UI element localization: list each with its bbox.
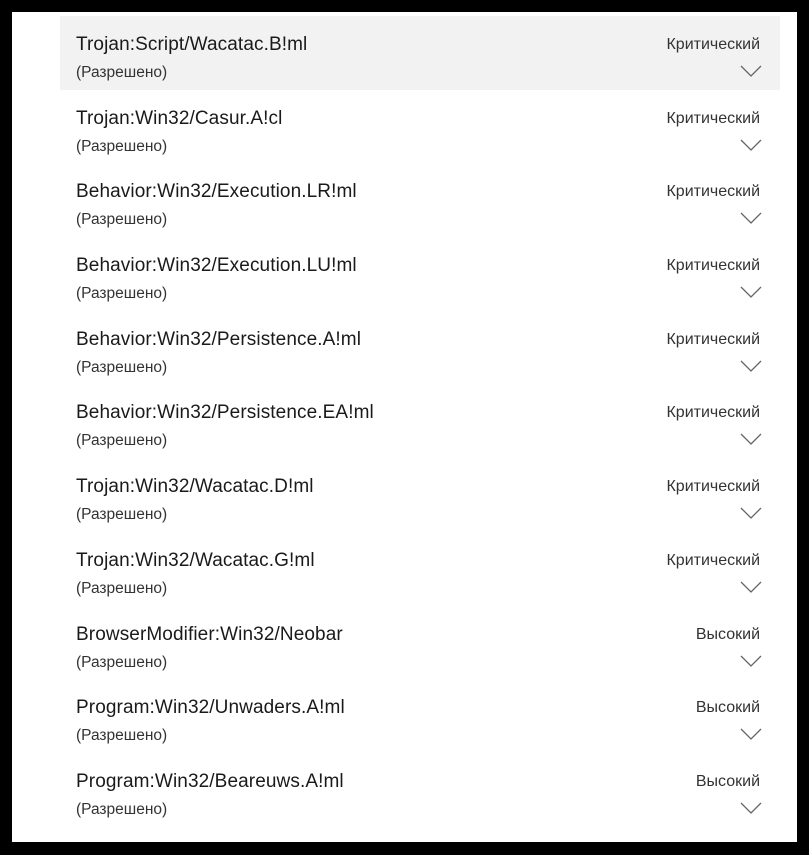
threat-row[interactable]	[60, 606, 780, 680]
chevron-down-icon[interactable]	[740, 212, 762, 224]
threat-status: (Разрешено)	[76, 800, 168, 818]
chevron-down-icon[interactable]	[740, 433, 762, 445]
threat-name: Behavior:Win32/Persistence.A!ml	[76, 328, 362, 350]
chevron-down-icon[interactable]	[740, 581, 762, 593]
threat-severity: Критический	[666, 257, 760, 275]
threat-severity: Критический	[666, 183, 760, 201]
chevron-down-icon[interactable]	[740, 507, 762, 519]
threat-name: BrowserModifier:Win32/Neobar	[76, 623, 343, 645]
threat-status: (Разрешено)	[76, 506, 168, 524]
threat-row[interactable]	[60, 16, 780, 90]
threat-row[interactable]	[60, 679, 780, 753]
threat-severity: Критический	[666, 36, 760, 53]
threat-status: (Разрешено)	[76, 211, 168, 229]
threat-row[interactable]	[60, 311, 780, 385]
threat-status: (Разрешено)	[76, 64, 168, 81]
threat-name: Behavior:Win32/Execution.LR!ml	[76, 181, 357, 203]
threat-severity: Высокий	[695, 699, 760, 717]
threat-status: (Разрешено)	[76, 137, 168, 155]
threat-status: (Разрешено)	[76, 285, 168, 303]
threat-name: Program:Win32/Beareuws.A!ml	[76, 770, 344, 792]
threat-severity: Критический	[666, 478, 760, 496]
threat-severity: Критический	[666, 551, 760, 569]
threat-row[interactable]	[60, 384, 780, 458]
threat-severity: Критический	[666, 109, 760, 127]
threat-name: Behavior:Win32/Execution.LU!ml	[76, 255, 357, 277]
threat-severity: Критический	[666, 404, 760, 422]
threat-status: (Разрешено)	[76, 579, 168, 597]
chevron-down-icon[interactable]	[740, 360, 762, 372]
threat-name: Trojan:Script/Wacatac.B!ml	[76, 34, 308, 55]
threat-severity: Высокий	[695, 625, 760, 643]
threat-row[interactable]	[60, 90, 780, 164]
threat-list	[12, 16, 797, 827]
chevron-down-icon[interactable]	[740, 728, 762, 740]
threat-name: Trojan:Win32/Casur.A!cl	[76, 107, 283, 129]
threat-name: Program:Win32/Unwaders.A!ml	[76, 697, 345, 719]
threat-row[interactable]	[60, 458, 780, 532]
threat-status: (Разрешено)	[76, 358, 168, 376]
threat-row[interactable]	[60, 753, 780, 827]
chevron-down-icon[interactable]	[740, 655, 762, 667]
threat-name: Trojan:Win32/Wacatac.G!ml	[76, 549, 315, 571]
threat-name: Trojan:Win32/Wacatac.D!ml	[76, 476, 314, 498]
chevron-down-icon[interactable]	[740, 802, 762, 814]
threat-severity: Высокий	[695, 772, 760, 790]
threat-name: Behavior:Win32/Persistence.EA!ml	[76, 402, 374, 424]
threat-status: (Разрешено)	[76, 432, 168, 450]
threat-history-panel	[12, 12, 797, 842]
threat-status: (Разрешено)	[76, 727, 168, 745]
chevron-down-icon[interactable]	[740, 65, 762, 77]
threat-status: (Разрешено)	[76, 653, 168, 671]
threat-row[interactable]	[60, 163, 780, 237]
threat-row[interactable]	[60, 532, 780, 606]
threat-severity: Критический	[666, 330, 760, 348]
chevron-down-icon[interactable]	[740, 286, 762, 298]
chevron-down-icon[interactable]	[740, 139, 762, 151]
threat-row[interactable]	[60, 237, 780, 311]
